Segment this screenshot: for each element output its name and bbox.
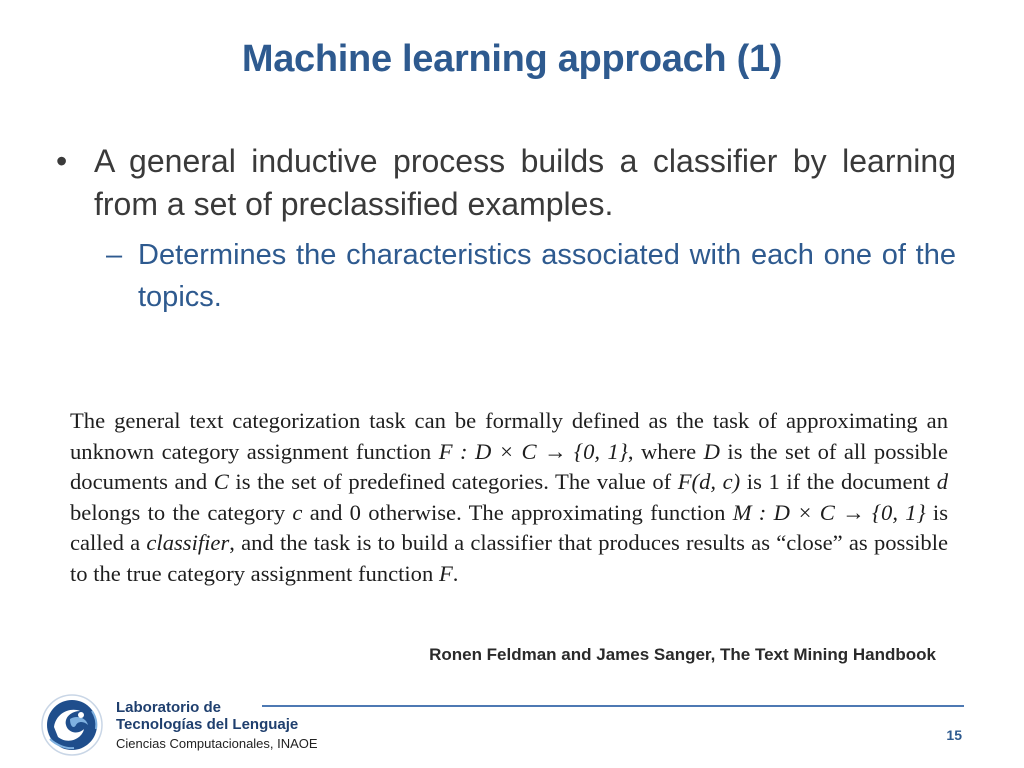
sub-bullet-text: Determines the characteristics associated with each one of the topics. — [138, 239, 956, 313]
quote-text: The general text categorization task can be formally defined as the task of approximating an unknown category assignment function — [70, 408, 948, 464]
bullet-item — [56, 140, 956, 226]
quote-text: is called a — [70, 499, 948, 556]
math-variable: c — [292, 499, 303, 525]
bullet-text: A general inductive process builds a classifier by learning from a set of preclassified examples. — [94, 143, 956, 222]
quote-text: , and the task is to build a classifier that produces results as “close” as possible to the true category assignment function — [70, 530, 948, 586]
formula: F(d, c) — [677, 469, 741, 495]
lab-name — [116, 699, 318, 753]
bullet-mark: • — [56, 143, 68, 179]
formula: F : D × C → {0, 1} — [438, 438, 628, 464]
quoted-definition — [70, 406, 948, 590]
quote-text: is the set of predefined categories. The value of — [228, 469, 678, 495]
quote-text: is the set of all possible documents and — [70, 438, 948, 495]
institution-line: Ciencias Computacionales, INAOE — [116, 736, 318, 751]
math-variable: F — [438, 560, 453, 586]
quote-text: , where — [627, 438, 704, 464]
math-variable: C — [213, 469, 229, 495]
lab-logo-icon — [40, 693, 104, 757]
quote-text: . — [452, 560, 459, 586]
quote-text: belongs to the category — [70, 499, 293, 525]
lab-name-line1: Laboratorio de — [116, 699, 222, 716]
quote-text: is 1 if the document — [740, 469, 937, 495]
page-number: 15 — [946, 727, 962, 743]
emphasized-term: classifier — [146, 530, 230, 556]
formula: M : D × C → {0, 1} — [732, 499, 926, 525]
slide-title: Machine learning approach (1) — [241, 38, 783, 80]
sub-bullet-mark: – — [106, 239, 123, 271]
math-variable: d — [936, 469, 948, 495]
lab-name-line2: Tecnologías del Lenguaje — [116, 716, 299, 733]
footer-divider — [262, 705, 964, 707]
sub-bullet-item — [106, 234, 956, 318]
math-variable: D — [703, 438, 720, 464]
citation: Ronen Feldman and James Sanger, The Text Mining Handbook — [429, 645, 936, 664]
quote-text: and 0 otherwise. The approximating function — [302, 499, 733, 525]
